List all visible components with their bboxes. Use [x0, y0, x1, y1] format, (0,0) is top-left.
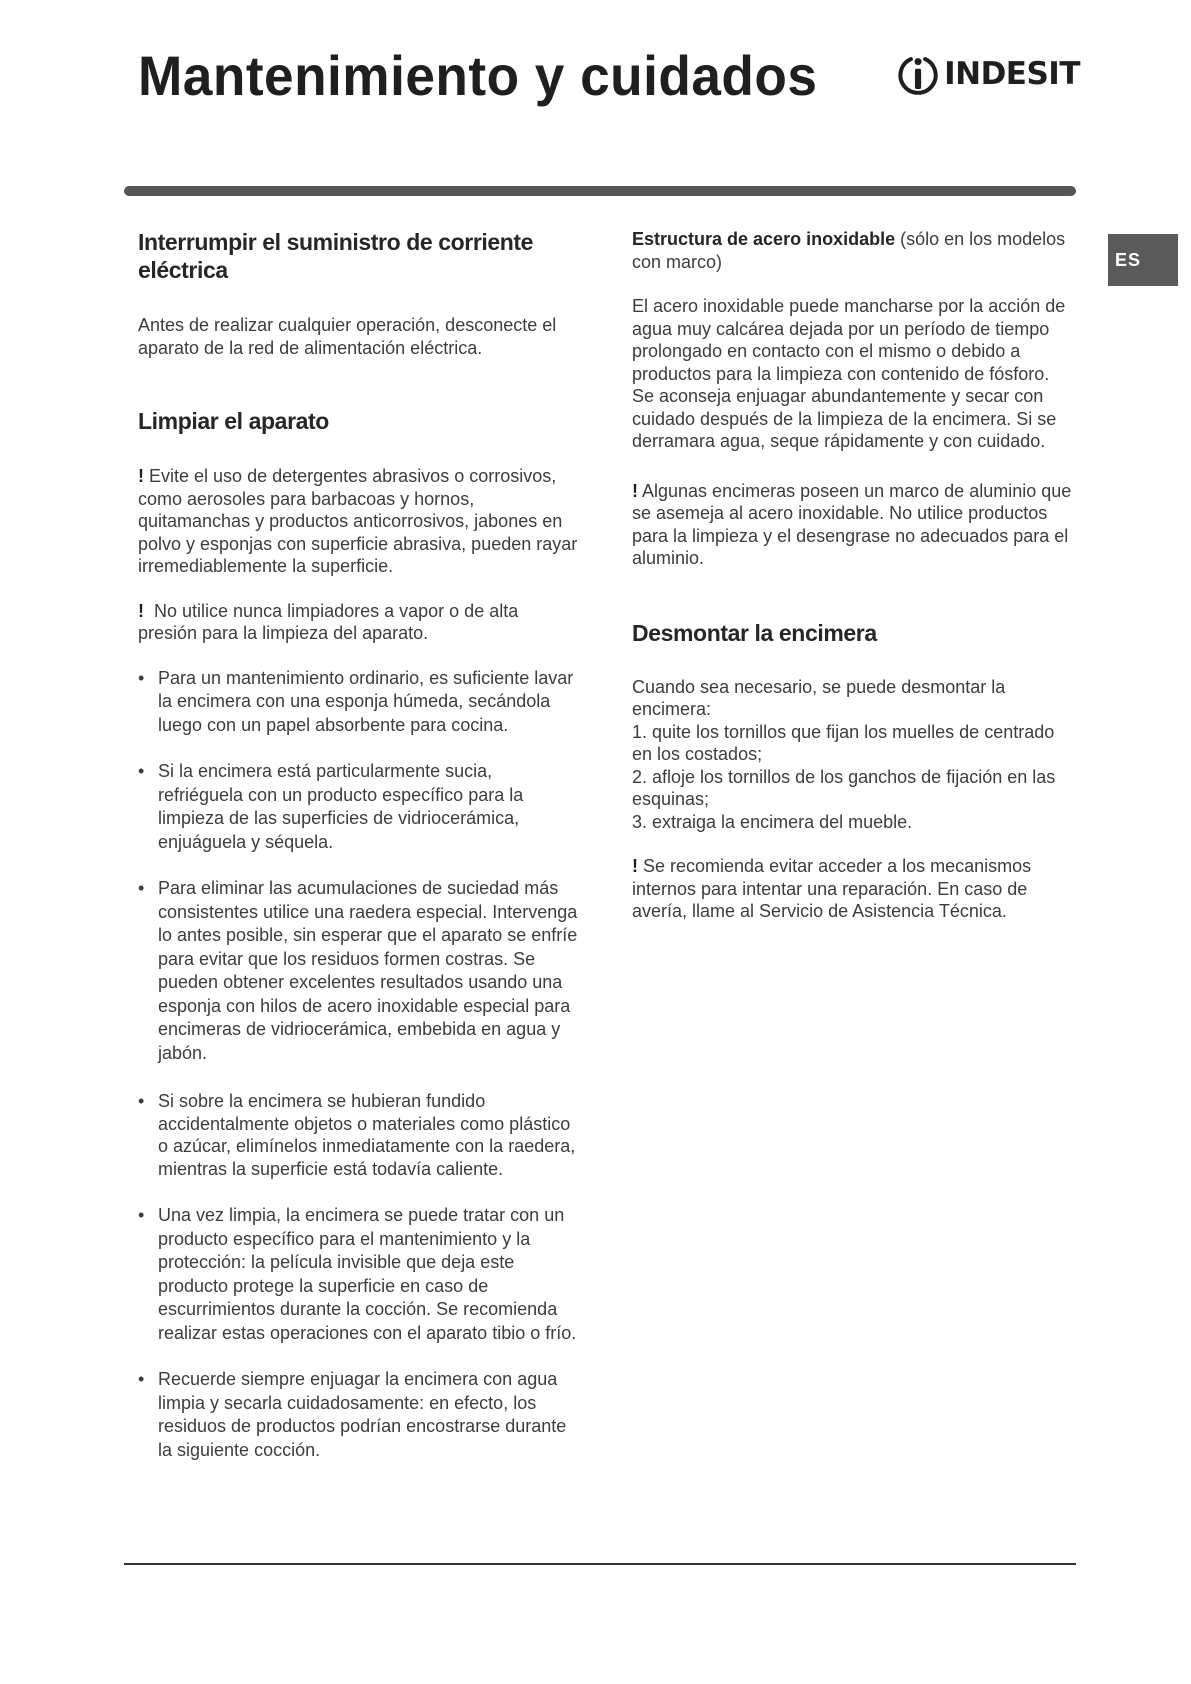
- power-text: Antes de realizar cualquier operación, desconecte el aparato de la red de alimentación eléctrica.: [138, 315, 557, 358]
- warning-mark: !: [632, 480, 638, 501]
- warning-repair-text: Se recomienda evitar acceder a los mecanismos internos para intentar una reparación. En caso de avería, llame al Servicio de Asistencia Técnica.: [632, 856, 1032, 921]
- bottom-divider: [124, 1563, 1076, 1565]
- steel-note: (sólo en los modelos con marco): [632, 229, 1066, 272]
- brand-name: INDESIT: [944, 56, 1080, 92]
- dismount-step: 2. afloje los tornillos de los ganchos de fijación en las esquinas;: [632, 766, 1056, 809]
- warning-repair: [632, 855, 1078, 923]
- steel-paragraph-1: El acero inoxidable puede mancharse por la acción de agua muy calcárea dejada por un período de tiempo prolongado en contacto con el mismo o debido a productos para la limpieza con contenido de fósforo.: [632, 296, 1066, 384]
- dismount-intro: Cuando sea necesario, se puede desmontar la encimera:: [632, 676, 1006, 719]
- indesit-i-icon: [896, 48, 940, 100]
- steel-heading: [632, 228, 1078, 273]
- page-title: Mantenimiento y cuidados: [138, 44, 818, 107]
- list-item: • Recuerde siempre enjuagar la encimera con agua limpia y secarla cuidadosamente: en efecto, los residuos de productos podrían encostrarse durante la siguiente cocción.: [138, 1368, 580, 1462]
- left-column: [138, 228, 580, 1462]
- warning-mark: !: [138, 466, 144, 486]
- list-item: • Para eliminar las acumulaciones de suciedad más consistentes utilice una raedera especial. Intervenga lo antes posible, sin esperar que el aparato se enfríe para evitar que los residuos formen costras. Se pueden obtener excelentes resultados usando una esponja con hilos de acero inoxidable especial para encimeras de vidriocerámica, embebida en agua y jabón.: [138, 877, 580, 1065]
- language-tab[interactable]: ES: [1108, 234, 1178, 286]
- list-item: • Si sobre la encimera se hubieran fundido accidentalmente objetos o materiales como plástico o azúcar, elimínelos inmediatamente con la raedera, mientras la superficie está todavía caliente.: [138, 1090, 580, 1180]
- list-item: • Para un mantenimiento ordinario, es suficiente lavar la encimera con una esponja húmeda, secándola luego con un papel absorbente para cocina.: [138, 667, 580, 738]
- warning-aluminium-text: Algunas encimeras poseen un marco de aluminio que se asemeja al acero inoxidable. No utilice productos para la limpieza y el desengrase no adecuados para el aluminio.: [632, 480, 1072, 568]
- warning-aluminium: [632, 480, 1078, 570]
- section-title-power: Interrumpir el suministro de corriente eléctrica: [138, 229, 534, 283]
- top-divider: [124, 186, 1076, 196]
- warning-abrasives-text: Evite el uso de detergentes abrasivos o corrosivos, como aerosoles para barbacoas y hornos, quitamanchas y productos anticorrosivos, jabones en polvo y esponjas con superficie abrasiva, pueden rayar irremediablemente la superficie.: [138, 466, 578, 576]
- indesit-logo: [896, 46, 1080, 102]
- warning-mark: !: [138, 600, 144, 621]
- warning-steam: [138, 600, 580, 645]
- warning-abrasives: [138, 465, 580, 578]
- dismount-step: 1. quite los tornillos que fijan los muelles de centrado en los costados;: [632, 721, 1055, 764]
- section-title-dismount: Desmontar la encimera: [632, 619, 877, 646]
- list-item: • Una vez limpia, la encimera se puede tratar con un producto específico para el mantenimiento y la protección: la película invisible que deja este producto protege la superficie en caso de escurrimientos durante la cocción. Se recomienda realizar estas operaciones con el aparato tibio o frío.: [138, 1204, 580, 1345]
- dismount-step: 3. extraiga la encimera del mueble.: [632, 811, 913, 832]
- right-column: [632, 228, 1078, 923]
- warning-steam-text: No utilice nunca limpiadores a vapor o de alta presión para la limpieza del aparato.: [138, 600, 519, 643]
- steel-title: Estructura de acero inoxidable: [632, 229, 896, 249]
- steel-paragraph-2: Se aconseja enjuagar abundantemente y secar con cuidado después de la limpieza de la encimera. Si se derramara agua, seque rápidamente y con cuidado.: [632, 386, 1057, 451]
- cleaning-tips-list: [138, 667, 580, 1463]
- section-title-clean: Limpiar el aparato: [138, 408, 329, 434]
- warning-mark: !: [632, 856, 638, 876]
- list-item: • Si la encimera está particularmente sucia, refriéguela con un producto específico para la limpieza de las superficies de vidriocerámica, enjuáguela y séquela.: [138, 760, 580, 854]
